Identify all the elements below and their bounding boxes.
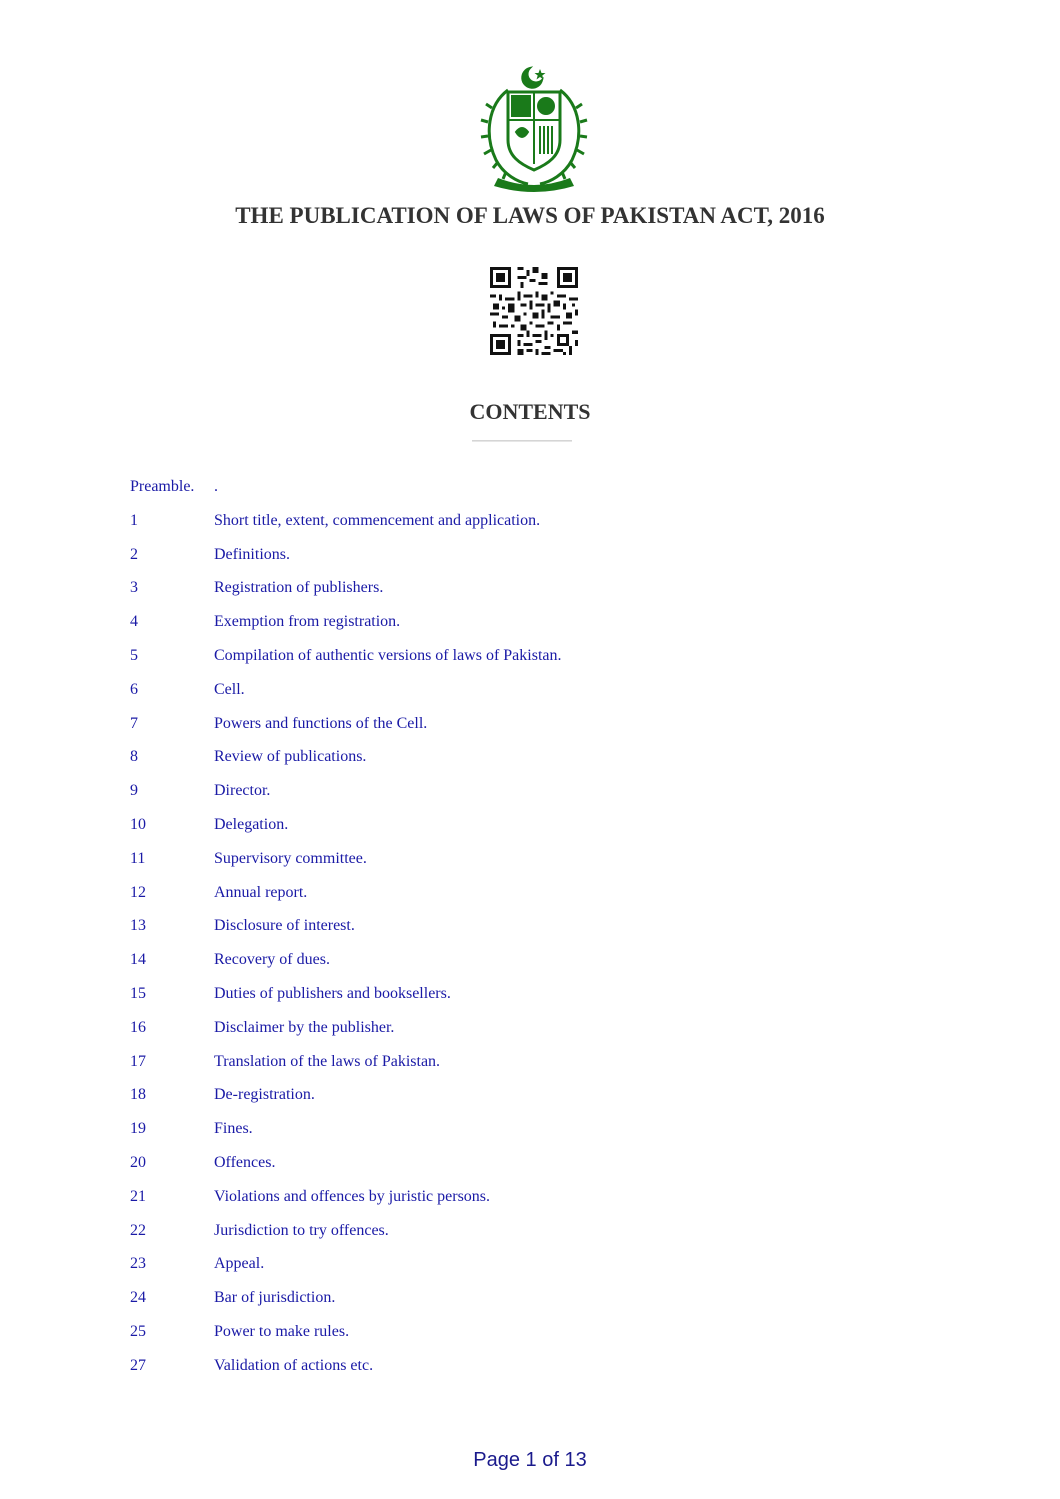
toc-item-label[interactable]: Annual report. [214, 883, 308, 901]
toc-item[interactable] [130, 542, 930, 576]
toc-item-label[interactable]: Appeal. [214, 1255, 265, 1273]
toc-item-number[interactable]: 22 [130, 1221, 146, 1239]
toc-item[interactable] [130, 609, 930, 643]
toc-item-number[interactable]: 6 [130, 680, 138, 698]
toc-item[interactable] [130, 1150, 930, 1184]
toc-item-number[interactable]: 21 [130, 1187, 146, 1205]
toc-item-number[interactable]: 17 [130, 1052, 146, 1070]
toc-item[interactable] [130, 575, 930, 609]
toc-item-label[interactable]: Disclosure of interest. [214, 917, 355, 935]
toc-item-label[interactable]: Powers and functions of the Cell. [214, 714, 428, 732]
toc-item-preamble[interactable] [130, 474, 930, 508]
toc-item[interactable] [130, 1049, 930, 1083]
toc-item-label[interactable]: Director. [214, 782, 271, 800]
toc-item-label[interactable]: Exemption from registration. [214, 613, 401, 631]
toc-item-number[interactable]: 2 [130, 545, 138, 563]
toc-item-label[interactable]: Recovery of dues. [214, 951, 330, 969]
toc-item-number[interactable]: 4 [130, 613, 138, 631]
toc-item[interactable] [130, 1285, 930, 1319]
toc-item-label[interactable]: Disclaimer by the publisher. [214, 1018, 395, 1036]
toc-item-label[interactable]: Compilation of authentic versions of laws of Pakistan. [214, 646, 562, 664]
toc-item[interactable] [130, 643, 930, 677]
toc-item[interactable] [130, 508, 930, 542]
toc-item[interactable] [130, 880, 930, 914]
toc-item-label[interactable]: Power to make rules. [214, 1322, 350, 1340]
toc-item-number[interactable]: 20 [130, 1153, 146, 1171]
toc-item-label[interactable]: Fines. [214, 1120, 253, 1138]
toc-item-label[interactable]: De-registration. [214, 1086, 315, 1104]
toc-item-number[interactable]: Preamble. [130, 478, 195, 495]
heading-divider [472, 440, 572, 442]
qr-code-icon [490, 267, 578, 355]
toc-item-label[interactable]: Violations and offences by juristic persons. [214, 1187, 491, 1205]
toc-item-number[interactable]: 18 [130, 1086, 146, 1104]
toc-item-label[interactable]: Supervisory committee. [214, 849, 367, 867]
toc-item[interactable] [130, 1015, 930, 1049]
toc-item-number[interactable]: 1 [130, 511, 138, 529]
toc-item-number[interactable]: 10 [130, 815, 146, 833]
toc-item[interactable] [130, 711, 930, 745]
toc-item[interactable] [130, 778, 930, 812]
toc-item-number[interactable]: 15 [130, 984, 146, 1002]
toc-item-number[interactable]: 9 [130, 782, 138, 800]
toc-item[interactable] [130, 1319, 930, 1353]
toc-item[interactable] [130, 812, 930, 846]
page-indicator: Page 1 of 13 [473, 1449, 587, 1471]
toc-item-label[interactable]: Definitions. [214, 545, 290, 563]
toc-item[interactable] [130, 981, 930, 1015]
toc-item[interactable] [130, 1251, 930, 1285]
toc-item[interactable] [130, 1353, 930, 1387]
toc-item-label[interactable]: Jurisdiction to try offences. [214, 1221, 389, 1239]
toc-item-label[interactable]: Registration of publishers. [214, 579, 384, 597]
toc-item[interactable] [130, 913, 930, 947]
toc-item-number[interactable]: 23 [130, 1255, 146, 1273]
toc-item-number[interactable]: 7 [130, 714, 138, 732]
toc-item-label[interactable]: Short title, extent, commencement and application. [214, 511, 541, 529]
toc-item[interactable] [130, 677, 930, 711]
toc-item-label[interactable]: Bar of jurisdiction. [214, 1289, 336, 1307]
toc-item[interactable] [130, 1218, 930, 1252]
toc-item-number[interactable]: 5 [130, 646, 138, 664]
toc-item-label[interactable]: Translation of the laws of Pakistan. [214, 1052, 441, 1070]
toc-item-label[interactable]: Review of publications. [214, 748, 367, 766]
state-emblem-icon [478, 60, 590, 192]
toc-item-label[interactable]: Delegation. [214, 815, 289, 833]
document-title: THE PUBLICATION OF LAWS OF PAKISTAN ACT, 2016 [235, 203, 825, 228]
toc-item[interactable] [130, 846, 930, 880]
toc-item-label[interactable]: Validation of actions etc. [214, 1356, 374, 1374]
table-of-contents [130, 474, 930, 1387]
toc-item[interactable] [130, 947, 930, 981]
toc-item[interactable] [130, 1184, 930, 1218]
toc-item-number[interactable]: 11 [130, 849, 146, 867]
toc-item-number[interactable]: 13 [130, 917, 146, 935]
toc-item-number[interactable]: 25 [130, 1322, 146, 1340]
contents-heading: CONTENTS [469, 399, 591, 424]
toc-item-label[interactable]: Duties of publishers and booksellers. [214, 984, 451, 1002]
toc-item[interactable] [130, 1082, 930, 1116]
toc-item-label[interactable]: Offences. [214, 1153, 276, 1171]
toc-item-number[interactable]: 16 [130, 1018, 146, 1036]
toc-item-number[interactable]: 3 [130, 579, 138, 597]
toc-item-number[interactable]: 8 [130, 748, 138, 766]
toc-item-number[interactable]: 27 [130, 1356, 146, 1374]
toc-item-number[interactable]: 14 [130, 951, 146, 969]
toc-item-label[interactable]: Cell. [214, 680, 245, 698]
toc-item[interactable] [130, 1116, 930, 1150]
toc-item-number[interactable]: 19 [130, 1120, 146, 1138]
toc-item[interactable] [130, 744, 930, 778]
toc-item-label[interactable]: . [214, 478, 218, 495]
toc-item-number[interactable]: 24 [130, 1289, 146, 1307]
toc-item-number[interactable]: 12 [130, 883, 146, 901]
